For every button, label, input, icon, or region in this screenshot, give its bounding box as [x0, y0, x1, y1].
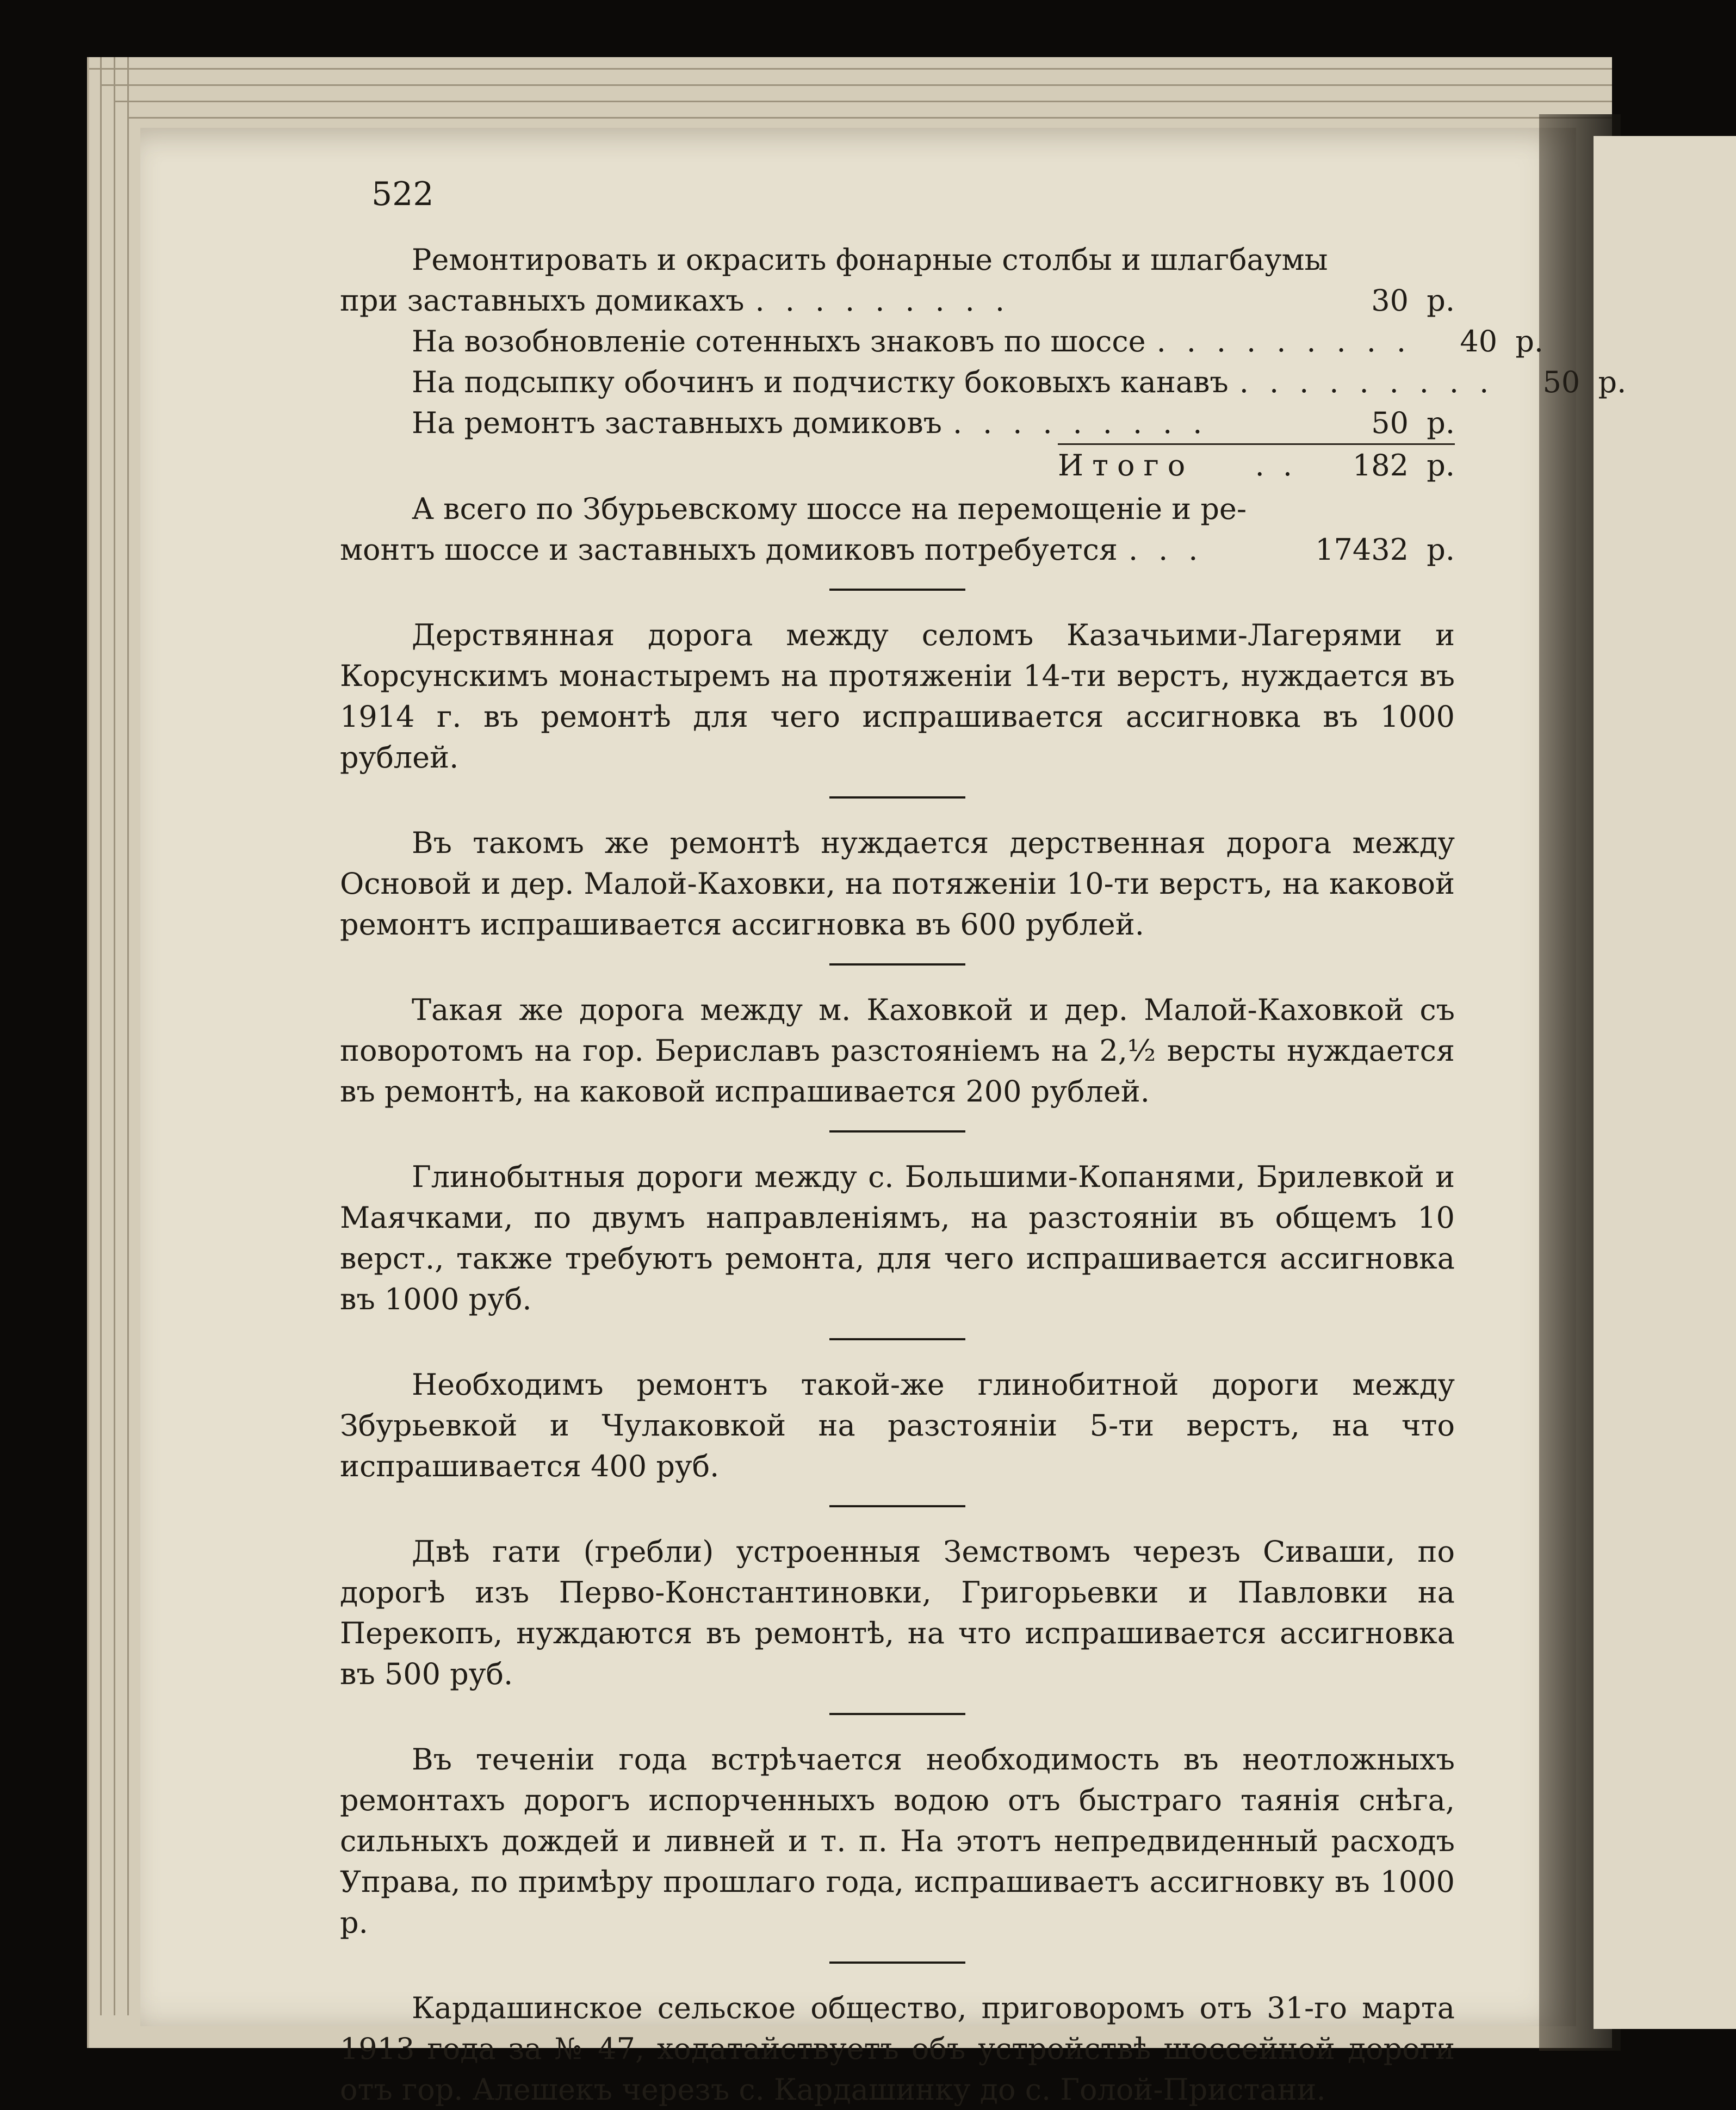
page-number: 522: [371, 175, 434, 213]
paragraph: Кардашинское сельское общество, приговоромъ отъ 31-го марта 1913 года за № 47, ходатайствуетъ объ устройствѣ шоссейной дороги отъ гор. Алешекъ черезъ с. Кардашинку до с. Голой-Пристани.: [340, 1991, 1455, 2107]
section-separator: [829, 796, 965, 799]
section-separator: [829, 963, 965, 966]
grand-total-line: [340, 529, 1455, 570]
section-separator: [829, 1505, 965, 1507]
estimate-total-label: Итого: [1058, 448, 1194, 482]
leader-dots: .........: [1239, 365, 1510, 399]
estimate-row-desc: На подсыпку обочинъ и подчистку боковыхъ канавъ: [412, 365, 1229, 399]
section-separator: [829, 1713, 965, 1715]
page-edge-line: [114, 101, 1612, 102]
section-separator: [829, 1338, 965, 1340]
estimate-row-amount: 30: [1371, 283, 1409, 318]
paragraph: Необходимъ ремонтъ такой-же глинобитной дороги между Збурьевкой и Чулаковкой на разстояніи 5-ти верстъ, на что испрашивается 400 руб.: [340, 1368, 1455, 1483]
page-edge-line: [89, 68, 1612, 70]
estimate-total-unit: р.: [1427, 448, 1455, 482]
estimate-row: [340, 321, 1544, 362]
estimate-section: [340, 239, 1627, 570]
leader-dots: .........: [952, 406, 1223, 440]
page-edge-line: [127, 117, 1612, 119]
page-edge-line: [114, 57, 115, 2015]
estimate-total-row: [1058, 443, 1455, 488]
section-separator: [829, 1962, 965, 1964]
estimate-row: [340, 239, 1455, 280]
adjacent-page-edge: [1594, 136, 1736, 2029]
estimate-row-unit: р.: [1427, 283, 1455, 318]
paragraph: Двѣ гати (гребли) устроенныя Земствомъ черезъ Сиваши, по дорогѣ изъ Перво-Константиновки, Григорьевки и Павловки на Перекопъ, нуждаются въ ремонтѣ, на что испрашивается ассигновка въ 500 руб.: [340, 1534, 1455, 1691]
page-edge-line: [100, 84, 1612, 86]
grand-total-text: А всего по Збурьевскому шоссе на перемощеніе и ре-: [412, 492, 1247, 526]
estimate-row-amount: 50: [1542, 365, 1580, 399]
paragraph: Дерствянная дорога между селомъ Казачьими-Лагерями и Корсунскимъ монастыремъ на протяженіи 14-ти верстъ, нуждается въ 1914 г. въ ремонтѣ для чего испрашивается ассигновка въ 1000 рублей.: [340, 618, 1455, 775]
page-edge-line: [127, 57, 129, 2015]
page-edge-line: [100, 57, 102, 2015]
estimate-row-amount: 40: [1460, 324, 1498, 358]
leader-dots: .........: [1156, 324, 1427, 358]
estimate-row-desc: На возобновленіе сотенныхъ знаковъ по шоссе: [412, 324, 1146, 358]
estimate-row-desc: На ремонтъ заставныхъ домиковъ: [412, 406, 942, 440]
estimate-row-unit: р.: [1427, 406, 1455, 440]
page-body: [340, 239, 1627, 2110]
grand-total-line: [340, 488, 1455, 529]
estimate-row-unit: р.: [1515, 324, 1544, 358]
estimate-row-amount: 50: [1371, 406, 1409, 440]
leader-dots: .........: [755, 283, 1026, 318]
estimate-total-amount: 182: [1352, 448, 1409, 482]
leader-dots: ..: [1255, 448, 1311, 482]
paragraph: Такая же дорога между м. Каховкой и дер. Малой-Каховкой съ поворотомъ на гор. Бериславъ разстояніемъ на 2,½ версты нуждается въ ремонтѣ, на каковой испрашивается 200 рублей.: [340, 993, 1455, 1109]
estimate-row: [340, 280, 1455, 321]
grand-total-unit: р.: [1427, 533, 1455, 567]
leader-dots: ...: [1128, 533, 1219, 567]
paragraph: Въ такомъ же ремонтѣ нуждается дерственная дорога между Основой и дер. Малой-Каховки, на потяженіи 10-ти верстъ, на каковой ремонтъ испрашивается ассигновка въ 600 рублей.: [340, 826, 1455, 942]
grand-total-amount: 17432: [1315, 533, 1409, 567]
paragraph: Въ теченіи года встрѣчается необходимость въ неотложныхъ ремонтахъ дорогъ испорченныхъ водою отъ быстраго таянія снѣга, сильныхъ дождей и ливней и т. п. На этотъ непредвиденный расходъ Управа, по примѣру прошлаго года, испрашиваетъ ассигновку въ 1000 р.: [340, 1742, 1455, 1940]
estimate-row-unit: р.: [1598, 365, 1627, 399]
estimate-row: [340, 362, 1627, 403]
paragraph: Глинобытныя дороги между с. Большими-Копанями, Брилевкой и Маячками, по двумъ направленіямъ, на разстояніи въ общемъ 10 верст., также требуютъ ремонта, для чего испрашивается ассигновка въ 1000 руб.: [340, 1160, 1455, 1316]
estimate-row: [340, 403, 1455, 443]
estimate-row-desc: при заставныхъ домикахъ: [340, 283, 745, 318]
grand-total-text: монтъ шоссе и заставныхъ домиковъ потребуется: [340, 533, 1118, 567]
estimate-row-desc: Ремонтировать и окрасить фонарные столбы и шлагбаумы: [412, 243, 1328, 277]
section-separator: [829, 589, 965, 591]
section-separator: [829, 1130, 965, 1133]
